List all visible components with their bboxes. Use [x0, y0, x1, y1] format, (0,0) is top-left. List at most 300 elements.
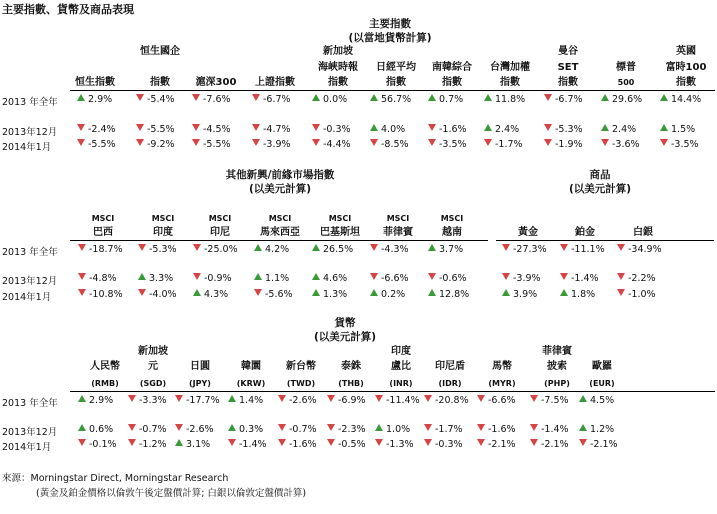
s2-col-3-line2: 馬來西亞 [260, 227, 300, 238]
down-arrow-icon [617, 273, 625, 280]
s4-cell-0-3 [228, 395, 263, 406]
s2-col-0-line2: 巴西 [93, 227, 113, 238]
s1-cell-0-3 [252, 94, 291, 105]
s4-cell-0-1 [128, 395, 167, 406]
s4-col-9-line2: 披索 [547, 361, 567, 372]
value: -1.7% [435, 424, 463, 435]
s4-cell-0-10 [579, 395, 614, 406]
down-arrow-icon [252, 139, 260, 146]
down-arrow-icon [312, 124, 320, 131]
up-arrow-icon [579, 424, 587, 431]
s2-cell-2-1 [138, 289, 177, 300]
down-arrow-icon [327, 439, 335, 446]
s4-row-label-2: 2014年1月 [2, 442, 52, 453]
value: 0.6% [89, 424, 114, 435]
down-arrow-icon [128, 439, 136, 446]
s4-col-6-line2: 盧比 [391, 361, 411, 372]
value: 2.4% [495, 124, 520, 135]
down-arrow-icon [375, 395, 383, 402]
value: -2.1% [590, 439, 618, 450]
up-arrow-icon [78, 395, 86, 402]
value: -11.4% [386, 395, 420, 406]
value: -5.6% [265, 289, 293, 300]
up-arrow-icon [312, 244, 320, 251]
s1-col-7-line3: 指數 [500, 77, 520, 88]
down-arrow-icon [560, 244, 568, 251]
s1-cell-0-2 [192, 94, 231, 105]
value: -9.2% [147, 139, 175, 150]
value: -5.5% [203, 139, 231, 150]
value: -3.3% [139, 395, 167, 406]
value: 4.6% [323, 273, 348, 284]
up-arrow-icon [428, 244, 436, 251]
s4-col-10-line2: 歐羅 [592, 361, 612, 372]
section3-divider [496, 240, 714, 241]
value: -4.5% [203, 124, 231, 135]
s1-col-1-line1: 恒生國企 [140, 46, 180, 57]
value: 1.8% [571, 289, 596, 300]
down-arrow-icon [370, 244, 378, 251]
s4-cell-2-0 [78, 439, 117, 450]
s1-cell-2-6 [428, 139, 467, 150]
s4-cell-1-2 [175, 424, 214, 435]
down-arrow-icon [530, 424, 538, 431]
s4-col-6-line1: 印度 [391, 346, 411, 357]
s4-cell-0-0 [78, 395, 113, 406]
value: -2.2% [628, 273, 656, 284]
up-arrow-icon [312, 289, 320, 296]
down-arrow-icon [502, 273, 510, 280]
s3-cell-1-0 [502, 273, 541, 284]
value: -5.3% [149, 244, 177, 255]
down-arrow-icon [477, 439, 485, 446]
source-line [2, 470, 228, 484]
up-arrow-icon [660, 124, 668, 131]
s2-col-5-line2: 菲律賓 [383, 227, 413, 238]
value: -1.4% [541, 424, 569, 435]
s4-cell-2-1 [128, 439, 167, 450]
up-arrow-icon [77, 94, 85, 101]
down-arrow-icon [254, 289, 262, 296]
s2-cell-2-4 [312, 289, 347, 300]
value: -0.3% [323, 124, 351, 135]
s4-col-9-line1: 菲律賓 [542, 346, 572, 357]
s1-cell-0-7 [484, 94, 525, 105]
s1-cell-2-5 [370, 139, 409, 150]
s2-col-5-line1: MSCI [386, 214, 410, 223]
s1-col-5-line3: 指數 [386, 77, 406, 88]
section-subtitle-currencies: (以美元計算) [313, 331, 377, 343]
s1-cell-0-8 [544, 94, 583, 105]
down-arrow-icon [78, 244, 86, 251]
down-arrow-icon [424, 424, 432, 431]
value: 4.3% [204, 289, 229, 300]
value: -0.6% [439, 273, 467, 284]
s4-cell-2-5 [327, 439, 366, 450]
value: -4.0% [149, 289, 177, 300]
s3-cell-2-1 [560, 289, 595, 300]
down-arrow-icon [175, 424, 183, 431]
value: 1.5% [671, 124, 696, 135]
value: 3.3% [149, 273, 174, 284]
down-arrow-icon [477, 424, 485, 431]
s4-col-6-line3: (INR) [389, 379, 413, 388]
s4-cell-0-2 [175, 395, 220, 406]
value: -1.4% [571, 273, 599, 284]
value: -1.3% [386, 439, 414, 450]
up-arrow-icon [370, 94, 378, 101]
section-subtitle-commodities: (以美元計算) [568, 183, 632, 195]
s4-col-5-line2: 泰銖 [341, 361, 361, 372]
s4-cell-0-6 [375, 395, 420, 406]
s1-col-8-line3: 指數 [558, 77, 578, 88]
down-arrow-icon [560, 273, 568, 280]
s1-col-9-line2: 標普 [616, 62, 636, 73]
down-arrow-icon [193, 244, 201, 251]
value: -0.9% [204, 273, 232, 284]
value: -8.5% [381, 139, 409, 150]
s1-cell-1-8 [544, 124, 583, 135]
value: -2.1% [488, 439, 516, 450]
value: -25.0% [204, 244, 238, 255]
s1-col-6-line2: 南韓綜合 [432, 62, 472, 73]
down-arrow-icon [136, 124, 144, 131]
s1-cell-2-4 [312, 139, 351, 150]
value: -1.0% [628, 289, 656, 300]
down-arrow-icon [327, 395, 335, 402]
s1-cell-0-6 [428, 94, 463, 105]
s2-cell-0-1 [138, 244, 177, 255]
value: -27.3% [513, 244, 547, 255]
section-subtitle-emerging-indices: (以美元計算) [248, 183, 312, 195]
s4-cell-1-10 [579, 424, 614, 435]
down-arrow-icon [544, 94, 552, 101]
up-arrow-icon [254, 273, 262, 280]
value: -1.7% [495, 139, 523, 150]
value: -1.4% [239, 439, 267, 450]
s4-col-3-line3: (KRW) [236, 379, 266, 388]
value: -18.7% [89, 244, 123, 255]
up-arrow-icon [312, 273, 320, 280]
s4-cell-1-1 [128, 424, 167, 435]
s1-col-0-line2: 恒生指數 [75, 77, 115, 88]
s4-row-label-0: 2013 年全年 [2, 398, 58, 409]
s1-col-10-line1: 英國 [676, 46, 696, 57]
s4-cell-0-5 [327, 395, 366, 406]
down-arrow-icon [327, 424, 335, 431]
s1-row-label-0: 2013 年全年 [2, 97, 58, 108]
s3-cell-2-0 [502, 289, 537, 300]
s4-col-8-line3: (MYR) [488, 379, 516, 388]
value: -1.6% [488, 424, 516, 435]
value: 0.7% [439, 94, 464, 105]
s2-row-label-2: 2014年1月 [2, 292, 52, 303]
s1-col-9-line3: 500 [617, 78, 635, 87]
s4-col-0-line3: (RMB) [91, 379, 119, 388]
s2-cell-1-2 [193, 273, 232, 284]
s1-col-4-line3: 指數 [328, 77, 348, 88]
s1-cell-0-5 [370, 94, 411, 105]
down-arrow-icon [128, 395, 136, 402]
s4-cell-2-10 [579, 439, 618, 450]
section-title-major-indices: 主要指數 [369, 18, 411, 30]
s1-col-8-line2: SET [557, 62, 579, 73]
s2-cell-2-3 [254, 289, 293, 300]
s1-cell-0-9 [601, 94, 642, 105]
s4-col-4-line3: (TWD) [286, 379, 316, 388]
up-arrow-icon [560, 289, 568, 296]
s1-cell-0-10 [660, 94, 701, 105]
value: 2.9% [89, 395, 114, 406]
value: 11.8% [495, 94, 526, 105]
value: -4.8% [89, 273, 117, 284]
s1-cell-0-0 [77, 94, 112, 105]
s4-col-3-line2: 韓圜 [241, 361, 261, 372]
value: 0.3% [239, 424, 264, 435]
value: -4.4% [323, 139, 351, 150]
s4-cell-1-8 [477, 424, 516, 435]
s2-cell-1-1 [138, 273, 173, 284]
s2-cell-1-4 [312, 273, 347, 284]
s1-col-10-line2: 富時100 [665, 62, 707, 73]
down-arrow-icon [252, 94, 260, 101]
value: -6.7% [263, 94, 291, 105]
s2-col-3-line1: MSCI [268, 214, 292, 223]
value: -4.3% [381, 244, 409, 255]
s1-cell-2-7 [484, 139, 523, 150]
s2-cell-1-6 [428, 273, 467, 284]
value: -7.5% [541, 395, 569, 406]
s3-cell-1-1 [560, 273, 599, 284]
s1-cell-2-2 [192, 139, 231, 150]
up-arrow-icon [428, 94, 436, 101]
s4-col-7-line2: 印尼盾 [435, 361, 465, 372]
s4-cell-2-8 [477, 439, 516, 450]
value: 3.1% [186, 439, 211, 450]
down-arrow-icon [175, 395, 183, 402]
down-arrow-icon [278, 395, 286, 402]
value: 2.4% [612, 124, 637, 135]
s4-row-label-1: 2013年12月 [2, 427, 58, 438]
s1-cell-0-1 [136, 94, 175, 105]
s2-row-label-1: 2013年12月 [2, 276, 58, 287]
value: 4.0% [381, 124, 406, 135]
value: -1.9% [555, 139, 583, 150]
s2-col-0-line1: MSCI [91, 214, 115, 223]
s2-cell-0-2 [193, 244, 238, 255]
s4-cell-2-7 [424, 439, 463, 450]
s1-cell-2-3 [252, 139, 291, 150]
s1-col-10-line3: 指數 [676, 77, 696, 88]
value: 1.2% [590, 424, 615, 435]
value: -11.1% [571, 244, 605, 255]
s2-col-1-line1: MSCI [151, 214, 175, 223]
down-arrow-icon [530, 395, 538, 402]
value: 29.6% [612, 94, 643, 105]
section4-divider [70, 391, 715, 392]
s2-cell-2-5 [370, 289, 405, 300]
s1-cell-1-6 [428, 124, 467, 135]
down-arrow-icon [579, 439, 587, 446]
up-arrow-icon [484, 124, 492, 131]
up-arrow-icon [78, 424, 86, 431]
s4-col-0-line2: 人民幣 [90, 361, 120, 372]
value: -5.4% [147, 94, 175, 105]
value: 3.7% [439, 244, 464, 255]
s2-cell-0-4 [312, 244, 353, 255]
s4-cell-2-3 [228, 439, 267, 450]
s2-cell-0-6 [428, 244, 463, 255]
s2-col-4-line2: 巴基斯坦 [320, 227, 360, 238]
up-arrow-icon [138, 273, 146, 280]
s3-cell-0-2 [617, 244, 662, 255]
value: 1.1% [265, 273, 290, 284]
s1-cell-1-2 [192, 124, 231, 135]
up-arrow-icon [193, 289, 201, 296]
down-arrow-icon [252, 124, 260, 131]
down-arrow-icon [193, 273, 201, 280]
value: -2.4% [88, 124, 116, 135]
down-arrow-icon [428, 124, 436, 131]
s1-row-label-2: 2014年1月 [2, 142, 52, 153]
down-arrow-icon [278, 439, 286, 446]
s4-col-2-line2: 日圓 [190, 361, 210, 372]
s3-col-1-label: 鉑金 [575, 227, 595, 238]
value: -5.3% [555, 124, 583, 135]
down-arrow-icon [424, 439, 432, 446]
down-arrow-icon [138, 244, 146, 251]
value: -34.9% [628, 244, 662, 255]
down-arrow-icon [192, 94, 200, 101]
up-arrow-icon [370, 289, 378, 296]
up-arrow-icon [254, 244, 262, 251]
down-arrow-icon [601, 139, 609, 146]
up-arrow-icon [428, 289, 436, 296]
down-arrow-icon [78, 273, 86, 280]
s1-col-4-line2: 海峽時報 [318, 62, 358, 73]
s4-cell-1-3 [228, 424, 263, 435]
value: -3.9% [513, 273, 541, 284]
s2-col-2-line2: 印尼 [210, 227, 230, 238]
s4-cell-1-4 [278, 424, 317, 435]
s1-cell-0-4 [312, 94, 347, 105]
value: -17.7% [186, 395, 220, 406]
value: -6.9% [338, 395, 366, 406]
up-arrow-icon [375, 424, 383, 431]
value: -3.5% [671, 139, 699, 150]
section-title-emerging-indices: 其他新興/前緣市場指數 [225, 169, 335, 181]
down-arrow-icon [477, 395, 485, 402]
s1-row-label-1: 2013年12月 [2, 127, 58, 138]
s1-cell-2-10 [660, 139, 699, 150]
value: -2.6% [289, 395, 317, 406]
value: -0.1% [89, 439, 117, 450]
s4-col-10-line3: (EUR) [589, 379, 615, 388]
s4-cell-1-5 [327, 424, 366, 435]
s2-cell-2-0 [78, 289, 123, 300]
value: -6.6% [488, 395, 516, 406]
value: -6.7% [555, 94, 583, 105]
s4-cell-2-4 [278, 439, 317, 450]
value: -0.5% [338, 439, 366, 450]
value: -0.3% [435, 439, 463, 450]
s1-cell-2-1 [136, 139, 175, 150]
s4-cell-0-7 [424, 395, 469, 406]
source-text: Morningstar Direct, Morningstar Research [30, 473, 229, 484]
down-arrow-icon [77, 124, 85, 131]
up-arrow-icon [228, 395, 236, 402]
s2-cell-0-3 [254, 244, 289, 255]
down-arrow-icon [312, 139, 320, 146]
s4-col-1-line3: (SGD) [139, 379, 167, 388]
down-arrow-icon [544, 139, 552, 146]
s1-col-1-line2: 指數 [150, 77, 170, 88]
s3-col-0-label: 黃金 [518, 227, 538, 238]
s4-col-2-line3: (JPY) [189, 379, 211, 388]
value: 1.3% [323, 289, 348, 300]
down-arrow-icon [138, 289, 146, 296]
section1-divider [70, 90, 715, 91]
s2-cell-1-3 [254, 273, 289, 284]
down-arrow-icon [128, 424, 136, 431]
value: -0.7% [289, 424, 317, 435]
s4-cell-2-9 [530, 439, 569, 450]
s1-cell-2-8 [544, 139, 583, 150]
value: -3.5% [439, 139, 467, 150]
down-arrow-icon [660, 139, 668, 146]
value: 4.2% [265, 244, 290, 255]
s4-cell-1-9 [530, 424, 569, 435]
value: 2.9% [88, 94, 113, 105]
up-arrow-icon [484, 94, 492, 101]
down-arrow-icon [78, 289, 86, 296]
value: -6.6% [381, 273, 409, 284]
value: -5.5% [147, 124, 175, 135]
value: 56.7% [381, 94, 412, 105]
s3-cell-0-0 [502, 244, 547, 255]
value: -2.1% [541, 439, 569, 450]
down-arrow-icon [428, 273, 436, 280]
s4-col-1-line2: 元 [148, 361, 158, 372]
value: 4.5% [590, 395, 615, 406]
s2-cell-2-2 [193, 289, 228, 300]
value: -1.2% [139, 439, 167, 450]
up-arrow-icon [660, 94, 668, 101]
s4-cell-0-8 [477, 395, 516, 406]
page-title: 主要指數、貨幣及商品表現 [2, 3, 134, 16]
down-arrow-icon [375, 439, 383, 446]
s4-cell-2-2 [175, 439, 210, 450]
s2-cell-0-0 [78, 244, 123, 255]
s1-cell-1-4 [312, 124, 351, 135]
s4-col-9-line3: (PHP) [544, 379, 570, 388]
s2-col-6-line1: MSCI [440, 214, 464, 223]
value: -4.7% [263, 124, 291, 135]
s4-col-5-line3: (THB) [338, 379, 364, 388]
down-arrow-icon [484, 139, 492, 146]
value: -2.6% [186, 424, 214, 435]
value: -1.6% [289, 439, 317, 450]
section2-divider [70, 240, 488, 241]
s4-cell-0-4 [278, 395, 317, 406]
s4-cell-1-0 [78, 424, 113, 435]
down-arrow-icon [278, 424, 286, 431]
value: -1.6% [439, 124, 467, 135]
down-arrow-icon [192, 124, 200, 131]
value: -3.6% [612, 139, 640, 150]
s1-col-8-line1: 曼谷 [558, 46, 578, 57]
s1-cell-1-1 [136, 124, 175, 135]
